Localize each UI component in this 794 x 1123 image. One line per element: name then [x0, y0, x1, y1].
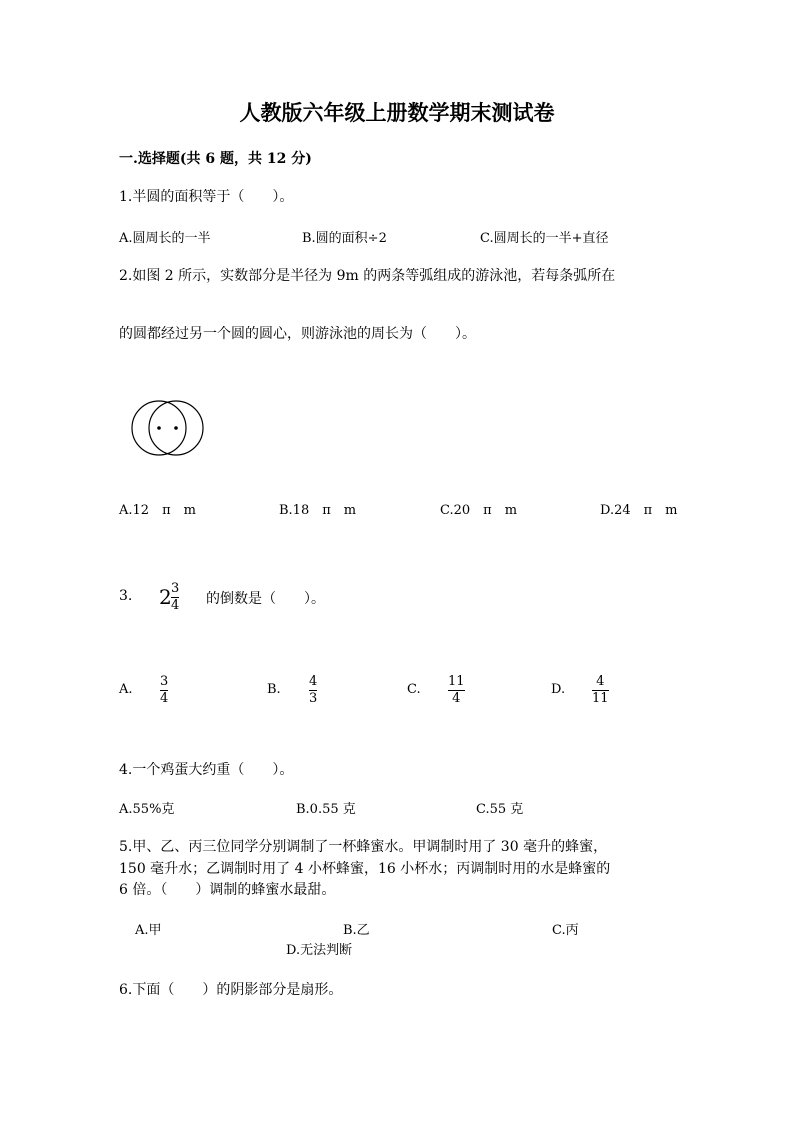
question-5-stem-line-3: 6 倍。（ ）调制的蜂蜜水最甜。: [119, 882, 336, 898]
fraction-numerator: 3: [171, 581, 180, 596]
fraction-denominator: 11: [592, 691, 609, 706]
question-2-option-a: A.12 π m: [119, 503, 196, 518]
question-3-option-a-label: A.: [119, 682, 133, 697]
fraction-denominator: 3: [309, 691, 318, 706]
fraction-denominator: 4: [452, 691, 461, 706]
question-1-option-a: A.圆周长的一半: [119, 231, 211, 246]
question-5-stem-line-1: 5.甲、乙、丙三位同学分别调制了一杯蜂蜜水。甲调制时用了 30 毫升的蜂蜜，: [119, 839, 608, 855]
section-heading: 一.选择题(共 6 题，共 12 分): [119, 151, 312, 167]
question-6-stem: 6.下面（ ）的阴影部分是扇形。: [119, 982, 343, 998]
mixed-number-whole: 2: [159, 585, 172, 609]
question-2-stem-line-2: 的圆都经过另一个圆的圆心，则游泳池的周长为（ ）。: [119, 326, 476, 342]
fraction-numerator: 3: [160, 674, 169, 689]
question-5-option-c: C.丙: [552, 923, 579, 938]
question-3-option-c-fraction: [448, 675, 465, 706]
question-3-option-b-fraction: [309, 675, 317, 706]
question-5-option-d: D.无法判断: [286, 943, 353, 958]
right-center-dot: [174, 426, 178, 430]
question-1-stem: 1.半圆的面积等于（ ）。: [119, 189, 294, 205]
fraction-denominator: 4: [160, 691, 169, 706]
question-2-option-c: C.20 π m: [440, 503, 518, 518]
page-title: 人教版六年级上册数学期末测试卷: [239, 100, 555, 125]
question-5-stem-line-2: 150 毫升水；乙调制时用了 4 小杯蜂蜜，16 小杯水；丙调制时用的水是蜂蜜的: [119, 861, 611, 877]
question-3-number: 3.: [119, 588, 133, 604]
question-4-stem: 4.一个鸡蛋大约重（ ）。: [119, 762, 294, 778]
fraction-denominator: 4: [171, 598, 180, 613]
fraction-numerator: 4: [309, 674, 318, 689]
two-circles-figure: [128, 398, 224, 458]
question-1-option-b: B.圆的面积÷2: [302, 231, 387, 246]
question-1-option-c: C.圆周长的一半+直径: [480, 231, 609, 246]
fraction-numerator: 11: [448, 674, 465, 689]
left-center-dot: [157, 426, 161, 430]
question-2-option-d: D.24 π m: [600, 503, 678, 518]
question-2-option-b: B.18 π m: [279, 503, 357, 518]
question-3-stem: 的倒数是（ ）。: [206, 591, 325, 607]
mixed-number-fraction: [171, 582, 179, 613]
question-3-option-d-fraction: [592, 675, 609, 706]
question-5-option-b: B.乙: [343, 923, 370, 938]
question-4-option-a: A.55%克: [119, 802, 175, 817]
question-3-option-d-label: D.: [551, 682, 566, 697]
fraction-numerator: 4: [596, 674, 605, 689]
question-3-option-c-label: C.: [407, 682, 421, 697]
question-5-option-a: A.甲: [135, 923, 162, 938]
question-3-option-a-fraction: [160, 675, 168, 706]
question-2-stem-line-1: 2.如图 2 所示，实数部分是半径为 9m 的两条等弧组成的游泳池，若每条弧所在: [119, 268, 616, 284]
question-3-option-b-label: B.: [267, 682, 281, 697]
question-4-option-b: B.0.55 克: [296, 802, 356, 817]
question-4-option-c: C.55 克: [476, 802, 524, 817]
